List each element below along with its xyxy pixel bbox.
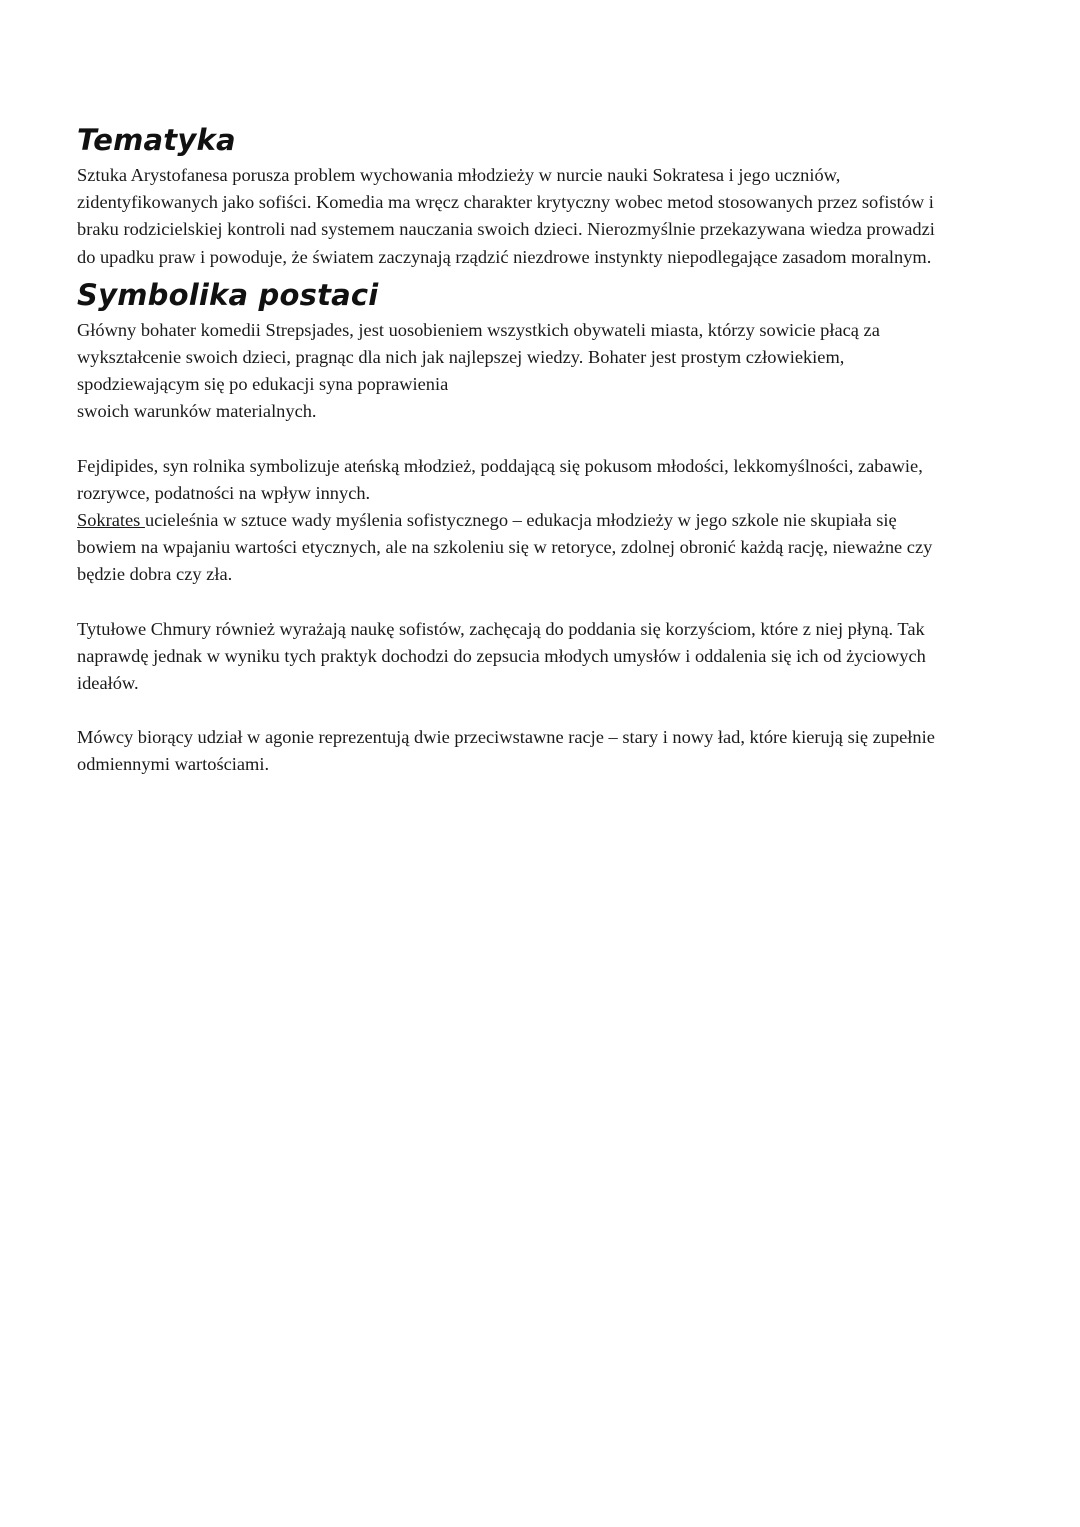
text-line: bowiem na wpajaniu wartości etycznych, ale na szkoleniu się w retoryce, zdolnej obronić każdą rację, nieważne czy [77, 537, 933, 558]
text-line: będzie dobra czy zła. [77, 564, 233, 585]
text-line [77, 507, 1017, 534]
text-line: wykształcenie swoich dzieci, pragnąc dla nich jak najlepszej wiedzy. Bohater jest prostym człowiekiem, [77, 347, 845, 368]
paragraph-tematyka [77, 162, 1017, 271]
text-line: rozrywce, podatności na wpływ innych. [77, 482, 371, 503]
text-line: odmiennymi wartościami. [77, 754, 270, 775]
text-line: ideałów. [77, 673, 139, 694]
text-line: Tytułowe Chmury również wyrażają naukę sofistów, zachęcają do poddania się korzyściom, które z niej płyną. Tak [77, 618, 925, 639]
heading-tematyka: Tematyka [77, 123, 236, 157]
text-line: Fejdipides, syn rolnika symbolizuje ateńską młodzież, poddającą się pokusom młodości, lekkomyślności, zabawie, [77, 455, 923, 476]
underlined-name-sokrates: Sokrates [77, 510, 145, 531]
text-fragment: ucieleśnia w sztuce wady myślenia sofistycznego – edukacja młodzieży w jego szkole nie skupiała się [144, 510, 897, 531]
paragraph-chmury [77, 616, 1017, 698]
heading-symbolika-postaci: Symbolika postaci [77, 277, 379, 312]
text-line: Mówcy biorący udział w agonie reprezentują dwie przeciwstawne racje – stary i nowy ład, które kierują się zupełnie [77, 727, 935, 748]
document-page [77, 118, 1017, 779]
text-line: swoich warunków materialnych. [77, 401, 317, 422]
text-line: spodziewającym się po edukacji syna poprawienia [77, 374, 449, 395]
text-line: Główny bohater komedii Strepsjades, jest uosobieniem wszystkich obywateli miasta, którzy sowicie płacą za [77, 319, 880, 340]
paragraph-sokrates [77, 507, 1017, 589]
text-line: Sztuka Arystofanesa porusza problem wychowania młodzieży w nurcie nauki Sokratesa i jego uczniów, [77, 165, 841, 185]
paragraph-gap [77, 697, 1017, 724]
text-line: zidentyfikowanych jako sofiści. Komedia ma wręcz charakter krytyczny wobec metod stosowanych przez sofistów i [77, 192, 934, 213]
text-line: braku rodzicielskiej kontroli nad systemem nauczania swoich dzieci. Nierozmyślnie przekazywana wiedza prowadzi [77, 219, 935, 240]
paragraph-gap [77, 426, 1017, 453]
paragraph-fejdipides [77, 453, 1017, 507]
paragraph-gap [77, 589, 1017, 616]
paragraph-strepsjades [77, 317, 1017, 426]
paragraph-mowcy [77, 724, 1017, 778]
text-line: naprawdę jednak w wyniku tych praktyk dochodzi do zepsucia młodych umysłów i oddalenia się ich od życiowych [77, 645, 926, 666]
text-line: do upadku praw i powoduje, że światem zaczynają rządzić niezdrowe instynkty niepodlegające zasadom moralnym. [77, 246, 932, 267]
